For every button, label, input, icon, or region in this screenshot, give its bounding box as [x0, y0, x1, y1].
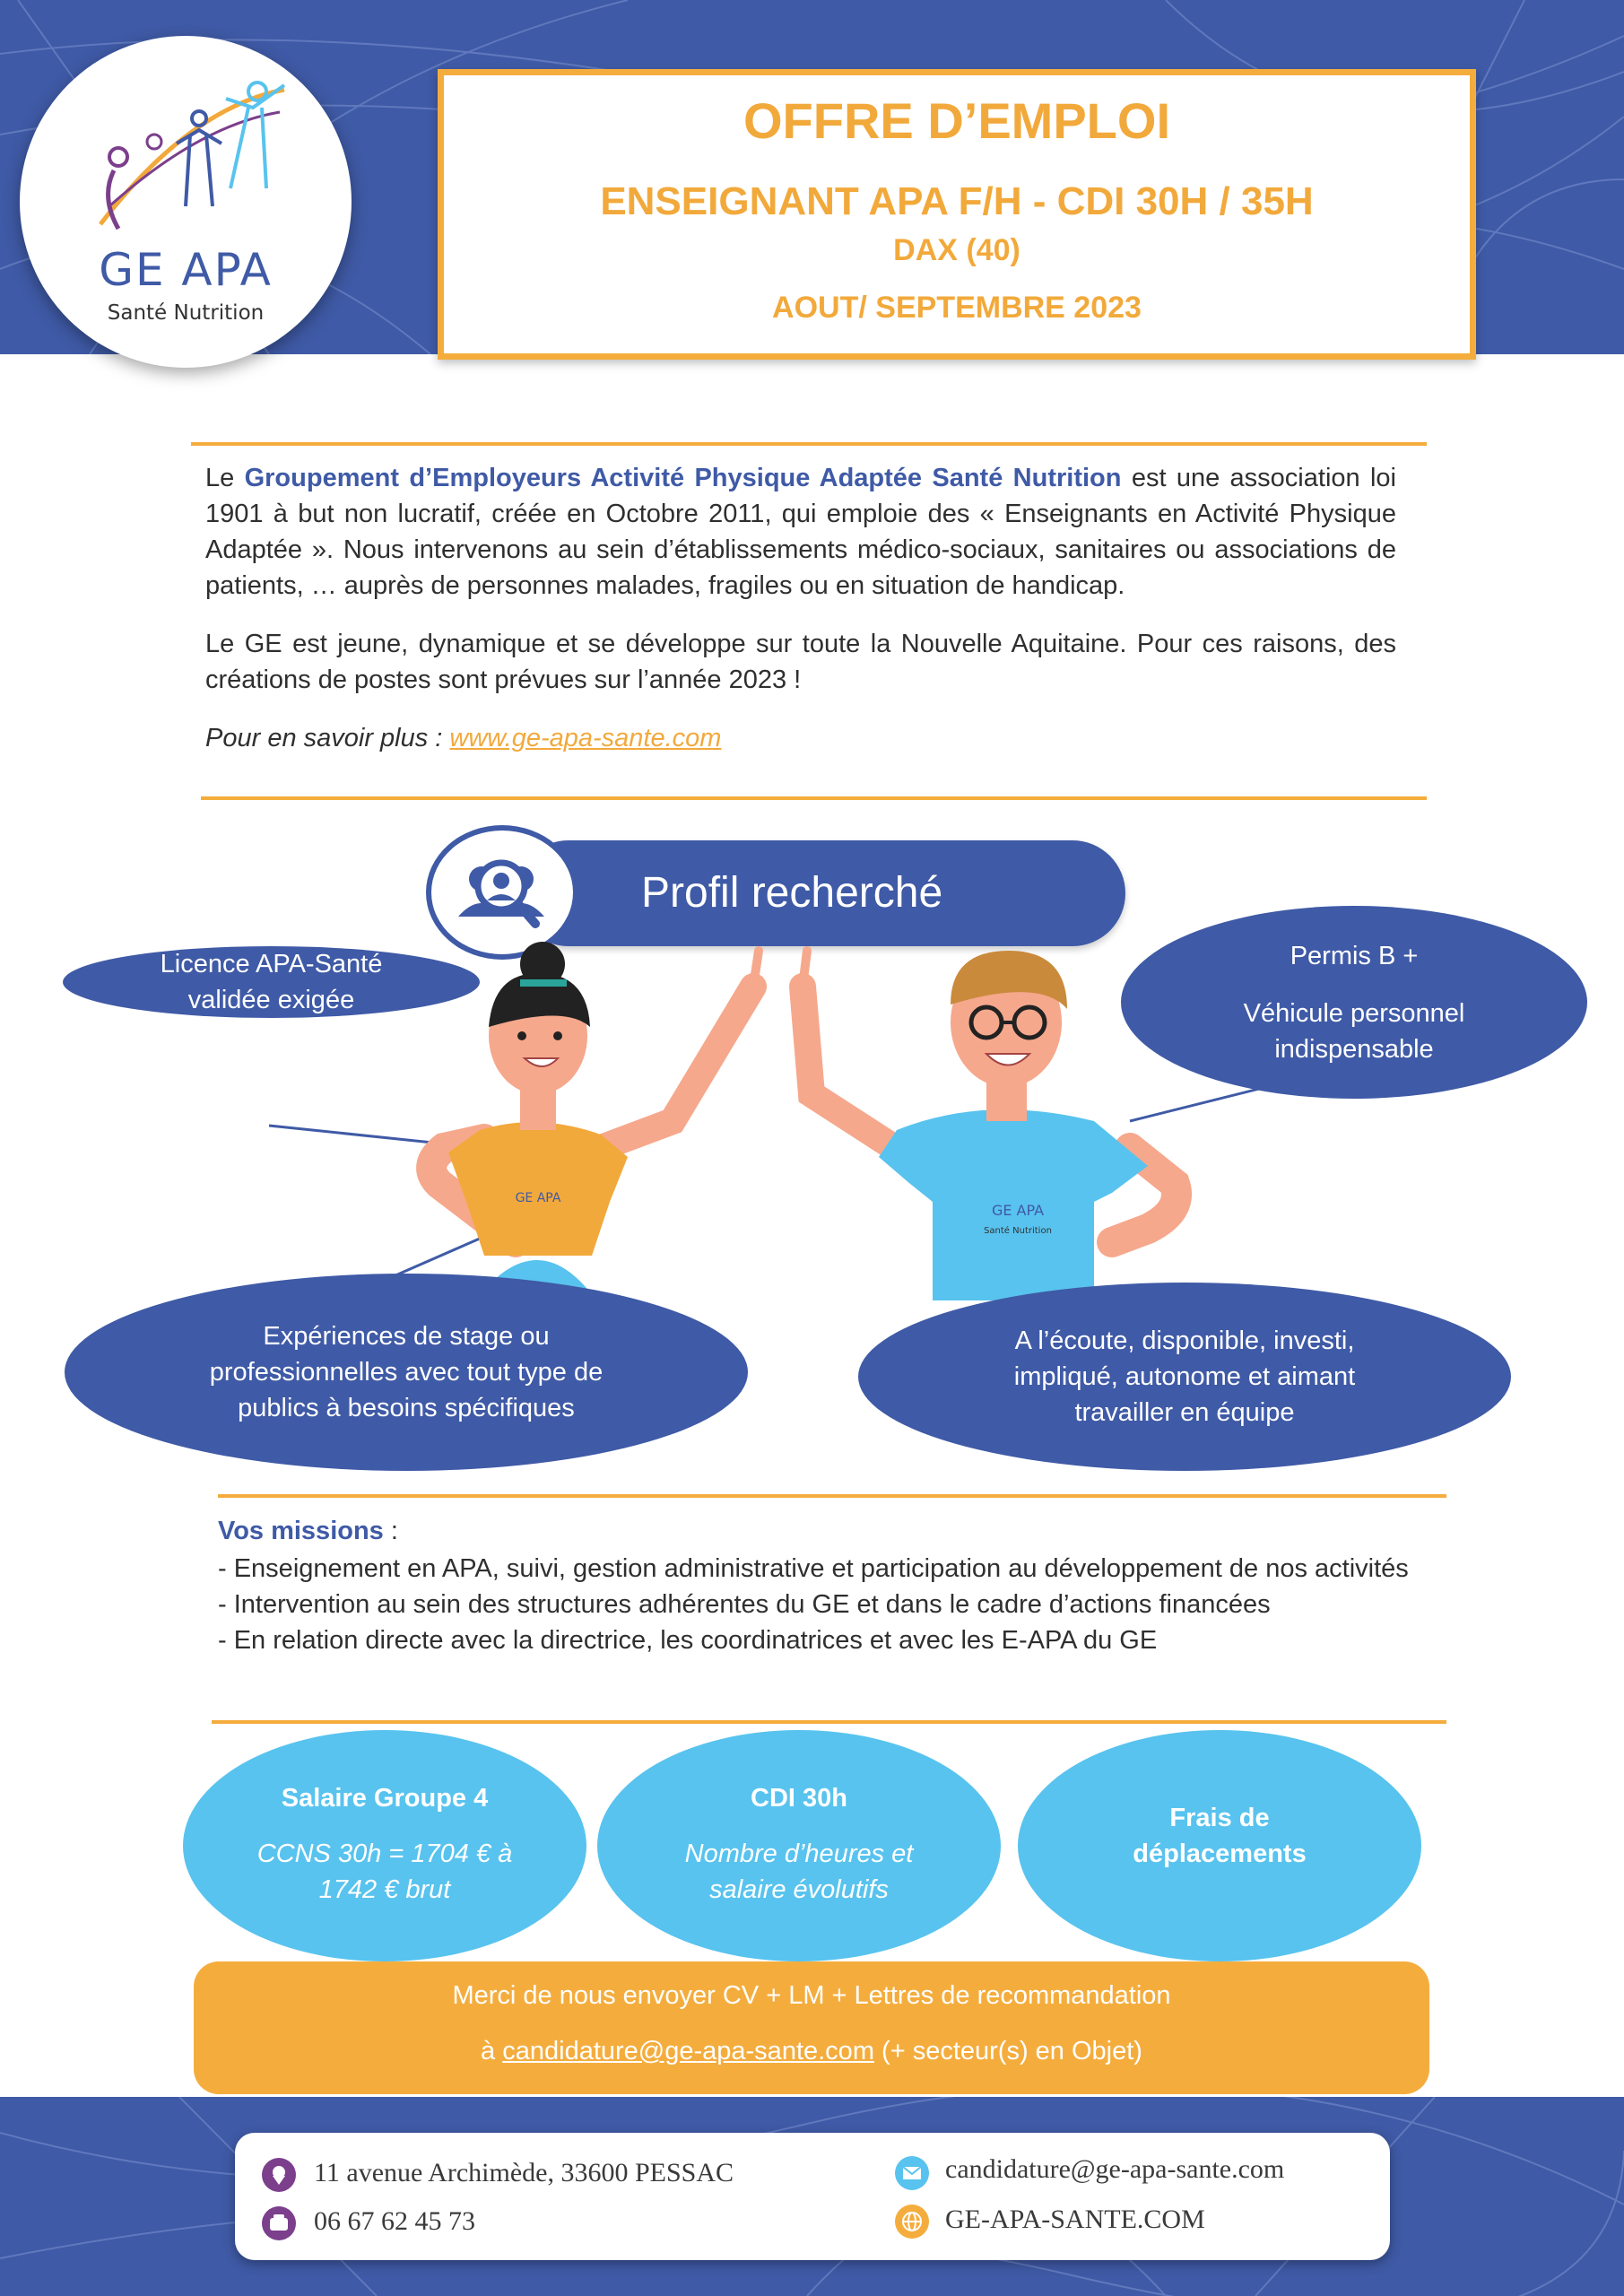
footer-email[interactable]: candidature@ge-apa-sante.com	[945, 2154, 1285, 2184]
expenses-title: Frais de déplacements	[1133, 1804, 1307, 1868]
application-prefix: à	[481, 2037, 503, 2066]
shirt-logo-text: GE APA	[515, 1191, 561, 1205]
start-date: AOUT/ SEPTEMBRE 2023	[772, 291, 1142, 325]
profil-title: Profil recherché	[641, 869, 943, 917]
contract-circle	[597, 1730, 1001, 1961]
qualities-text: A l’écoute, disponible, investi, impliqué, autonome et aimant travailler en équipe	[1013, 1326, 1356, 1427]
learn-more-label: Pour en savoir plus :	[205, 724, 450, 752]
list-item: - En relation directe avec la directrice, les coordinatrices et avec les E-APA du GE	[218, 1626, 1158, 1655]
learn-more	[205, 720, 1396, 756]
footer-address: 11 avenue Archimède, 33600 PESSAC	[314, 2158, 734, 2187]
job-title-box	[438, 69, 1476, 360]
organization-name: Groupement d’Employeurs Activité Physique Adaptée Santé Nutrition	[244, 464, 1122, 492]
experience-text: Expériences de stage ou professionnelles avec tout type de publics à besoins spécifiques	[209, 1322, 604, 1422]
licence-text: Licence APA-Santé validée exigée	[160, 950, 383, 1014]
footer-website[interactable]: GE-APA-SANTE.COM	[945, 2205, 1205, 2234]
phone-icon	[262, 2206, 296, 2240]
footer-contacts	[235, 2133, 1390, 2260]
location: DAX (40)	[893, 233, 1020, 267]
missions-title-suffix: :	[383, 1517, 398, 1545]
application-line-1: Merci de nous envoyer CV + LM + Lettres de recommandation	[452, 1981, 1171, 2010]
intro-paragraph-1	[205, 460, 1396, 604]
missions-heading	[218, 1513, 1455, 1549]
footer-phone[interactable]: 06 67 62 45 73	[314, 2206, 475, 2236]
position-title: ENSEIGNANT APA F/H - CDI 30H / 35H	[600, 179, 1314, 223]
missions-section	[218, 1513, 1455, 1658]
divider	[201, 796, 1427, 800]
intro-prefix: Le	[205, 464, 245, 492]
shirt-logo-text-2: GE APA	[991, 1202, 1045, 1219]
missions-title: Vos missions	[218, 1517, 384, 1545]
divider	[218, 1494, 1446, 1498]
logo-subtitle: Santé Nutrition	[107, 301, 265, 325]
contract-text: Nombre d’heures et salaire évolutifs	[684, 1839, 914, 1904]
shirt-logo-subtitle: Santé Nutrition	[984, 1226, 1052, 1236]
bubble-permis	[1121, 906, 1587, 1099]
missions-list	[218, 1551, 1455, 1658]
website-link[interactable]: www.ge-apa-sante.com	[449, 724, 722, 752]
header-band-bottom	[0, 354, 1624, 417]
divider	[191, 442, 1427, 446]
logo	[20, 36, 352, 368]
location-pin-icon	[262, 2158, 296, 2192]
intro-text	[205, 460, 1396, 778]
intro-paragraph-2: Le GE est jeune, dynamique et se développe sur toute la Nouvelle Aquitaine. Pour ces raisons, des créations de postes sont prévues sur l’année 2023 !	[205, 630, 1396, 694]
application-line-2	[194, 2037, 1429, 2066]
salary-title: Salaire Groupe 4	[281, 1784, 489, 1813]
bubble-qualities	[858, 1283, 1511, 1471]
list-item: - Intervention au sein des structures adhérentes du GE et dans le cadre d’actions financées	[218, 1590, 1271, 1619]
application-suffix: (+ secteur(s) en Objet)	[873, 2037, 1142, 2066]
vehicle-text: Véhicule personnel indispensable	[1243, 998, 1465, 1064]
email-icon	[895, 2156, 929, 2190]
permis-text: Permis B +	[1290, 941, 1419, 970]
salary-circle	[183, 1730, 586, 1961]
divider	[212, 1720, 1446, 1724]
offer-title: OFFRE D’EMPLOI	[743, 92, 1170, 149]
logo-name: GE APA	[99, 244, 273, 296]
list-item: - Enseignement en APA, suivi, gestion administrative et participation au développement de nos activités	[218, 1554, 1409, 1583]
intro-body: est une association loi 1901 à but non lucratif, créée en Octobre 2011, qui emploie des « Enseignants en Activité Physique Adaptée ». Nous intervenons au sein d’établissements médico-sociaux, sanitaires ou associations de patients, … auprès de personnes malades, fragiles ou en situation de handicap.	[205, 464, 1396, 600]
globe-icon	[895, 2205, 929, 2239]
application-email-link[interactable]: candidature@ge-apa-sante.com	[502, 2037, 874, 2066]
logo-figures-icon	[83, 72, 298, 242]
application-banner	[194, 1961, 1429, 2094]
salary-text: CCNS 30h = 1704 € à 1742 € brut	[256, 1839, 513, 1904]
expenses-circle	[1018, 1730, 1421, 1961]
bubble-experience	[65, 1274, 748, 1471]
bubble-licence	[63, 946, 480, 1018]
contract-title: CDI 30h	[751, 1784, 847, 1813]
